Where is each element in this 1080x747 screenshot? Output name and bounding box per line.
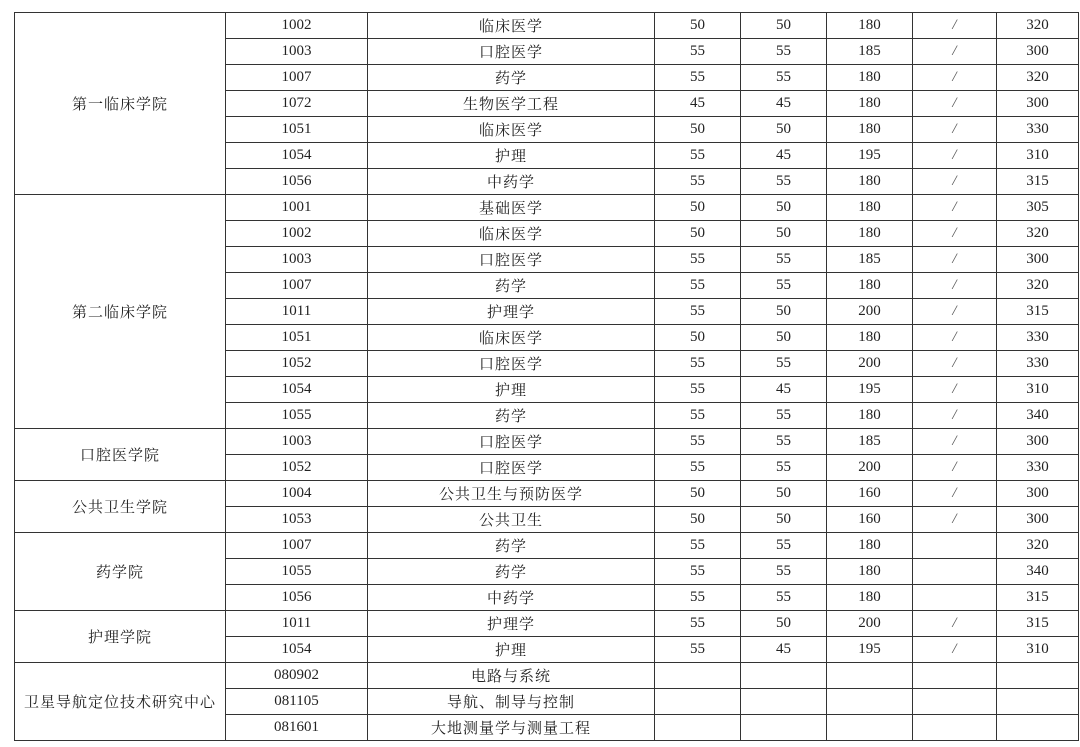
specialty-two-score-cell: / <box>913 507 997 533</box>
total-score-cell: 330 <box>997 455 1079 481</box>
politics-score-cell: 55 <box>655 143 741 169</box>
college-name-cell: 口腔医学院 <box>15 429 226 481</box>
major-name-cell: 药学 <box>368 403 655 429</box>
total-score-cell: 300 <box>997 39 1079 65</box>
major-name-cell: 药学 <box>368 559 655 585</box>
specialty-two-score-cell: / <box>913 143 997 169</box>
major-name-cell: 临床医学 <box>368 221 655 247</box>
total-score-cell <box>997 689 1079 715</box>
major-name-cell: 口腔医学 <box>368 429 655 455</box>
specialty-score-cell: 195 <box>827 637 913 663</box>
foreign-language-score-cell: 55 <box>741 403 827 429</box>
major-code-cell: 1051 <box>226 325 368 351</box>
total-score-cell: 300 <box>997 507 1079 533</box>
major-name-cell: 中药学 <box>368 169 655 195</box>
total-score-cell: 320 <box>997 533 1079 559</box>
major-code-cell: 1007 <box>226 65 368 91</box>
table-row <box>15 663 1079 689</box>
specialty-two-score-cell: / <box>913 455 997 481</box>
politics-score-cell: 55 <box>655 273 741 299</box>
major-code-cell: 1001 <box>226 195 368 221</box>
specialty-two-score-cell <box>913 585 997 611</box>
politics-score-cell <box>655 663 741 689</box>
total-score-cell: 315 <box>997 299 1079 325</box>
major-code-cell: 1007 <box>226 533 368 559</box>
table-row <box>15 13 1079 39</box>
specialty-score-cell <box>827 689 913 715</box>
college-name-cell: 第二临床学院 <box>15 195 226 429</box>
major-name-cell: 药学 <box>368 273 655 299</box>
specialty-two-score-cell: / <box>913 169 997 195</box>
specialty-two-score-cell: / <box>913 195 997 221</box>
specialty-score-cell: 200 <box>827 351 913 377</box>
major-code-cell: 081601 <box>226 715 368 741</box>
total-score-cell: 300 <box>997 429 1079 455</box>
foreign-language-score-cell <box>741 663 827 689</box>
major-code-cell: 1072 <box>226 91 368 117</box>
foreign-language-score-cell: 55 <box>741 169 827 195</box>
college-name-cell: 护理学院 <box>15 611 226 663</box>
specialty-two-score-cell: / <box>913 117 997 143</box>
foreign-language-score-cell: 50 <box>741 481 827 507</box>
specialty-score-cell: 200 <box>827 299 913 325</box>
total-score-cell: 300 <box>997 91 1079 117</box>
foreign-language-score-cell: 55 <box>741 533 827 559</box>
specialty-score-cell: 180 <box>827 169 913 195</box>
politics-score-cell: 55 <box>655 247 741 273</box>
major-name-cell: 临床医学 <box>368 117 655 143</box>
major-code-cell: 1051 <box>226 117 368 143</box>
total-score-cell: 330 <box>997 325 1079 351</box>
specialty-two-score-cell: / <box>913 13 997 39</box>
major-code-cell: 1007 <box>226 273 368 299</box>
specialty-score-cell: 180 <box>827 403 913 429</box>
specialty-score-cell: 180 <box>827 559 913 585</box>
major-code-cell: 1011 <box>226 611 368 637</box>
foreign-language-score-cell: 50 <box>741 117 827 143</box>
major-name-cell: 临床医学 <box>368 13 655 39</box>
specialty-two-score-cell: / <box>913 325 997 351</box>
politics-score-cell: 55 <box>655 429 741 455</box>
politics-score-cell: 50 <box>655 221 741 247</box>
specialty-score-cell: 160 <box>827 507 913 533</box>
major-name-cell: 基础医学 <box>368 195 655 221</box>
foreign-language-score-cell: 50 <box>741 13 827 39</box>
specialty-score-cell: 195 <box>827 143 913 169</box>
total-score-cell: 320 <box>997 273 1079 299</box>
specialty-score-cell: 180 <box>827 65 913 91</box>
major-code-cell: 1055 <box>226 403 368 429</box>
total-score-cell <box>997 663 1079 689</box>
major-name-cell: 临床医学 <box>368 325 655 351</box>
major-name-cell: 护理 <box>368 377 655 403</box>
specialty-two-score-cell <box>913 559 997 585</box>
major-code-cell: 1055 <box>226 559 368 585</box>
total-score-cell: 305 <box>997 195 1079 221</box>
major-name-cell: 口腔医学 <box>368 455 655 481</box>
foreign-language-score-cell: 55 <box>741 247 827 273</box>
specialty-two-score-cell: / <box>913 481 997 507</box>
major-code-cell: 1011 <box>226 299 368 325</box>
table-row <box>15 611 1079 637</box>
total-score-cell: 310 <box>997 143 1079 169</box>
specialty-score-cell: 180 <box>827 533 913 559</box>
foreign-language-score-cell: 55 <box>741 585 827 611</box>
politics-score-cell: 45 <box>655 91 741 117</box>
total-score-cell: 315 <box>997 169 1079 195</box>
foreign-language-score-cell: 55 <box>741 351 827 377</box>
major-code-cell: 081105 <box>226 689 368 715</box>
politics-score-cell: 55 <box>655 169 741 195</box>
specialty-score-cell: 180 <box>827 325 913 351</box>
politics-score-cell: 55 <box>655 65 741 91</box>
politics-score-cell: 50 <box>655 481 741 507</box>
specialty-score-cell: 185 <box>827 429 913 455</box>
foreign-language-score-cell: 55 <box>741 65 827 91</box>
table-row <box>15 481 1079 507</box>
foreign-language-score-cell: 45 <box>741 143 827 169</box>
specialty-two-score-cell: / <box>913 247 997 273</box>
major-code-cell: 1052 <box>226 455 368 481</box>
foreign-language-score-cell: 55 <box>741 429 827 455</box>
table-row <box>15 533 1079 559</box>
total-score-cell: 340 <box>997 559 1079 585</box>
total-score-cell: 310 <box>997 377 1079 403</box>
specialty-two-score-cell: / <box>913 273 997 299</box>
major-name-cell: 口腔医学 <box>368 351 655 377</box>
specialty-score-cell <box>827 663 913 689</box>
major-name-cell: 大地测量学与测量工程 <box>368 715 655 741</box>
foreign-language-score-cell: 50 <box>741 507 827 533</box>
specialty-score-cell: 185 <box>827 39 913 65</box>
major-name-cell: 口腔医学 <box>368 39 655 65</box>
major-name-cell: 口腔医学 <box>368 247 655 273</box>
specialty-two-score-cell: / <box>913 403 997 429</box>
total-score-cell: 300 <box>997 481 1079 507</box>
total-score-cell: 330 <box>997 117 1079 143</box>
major-name-cell: 中药学 <box>368 585 655 611</box>
major-name-cell: 护理学 <box>368 299 655 325</box>
major-name-cell: 药学 <box>368 65 655 91</box>
major-name-cell: 药学 <box>368 533 655 559</box>
specialty-two-score-cell: / <box>913 377 997 403</box>
foreign-language-score-cell: 50 <box>741 611 827 637</box>
specialty-score-cell: 185 <box>827 247 913 273</box>
specialty-two-score-cell <box>913 663 997 689</box>
specialty-two-score-cell: / <box>913 299 997 325</box>
specialty-score-cell: 180 <box>827 585 913 611</box>
politics-score-cell: 55 <box>655 559 741 585</box>
specialty-score-cell: 180 <box>827 117 913 143</box>
major-code-cell: 1003 <box>226 247 368 273</box>
politics-score-cell: 50 <box>655 13 741 39</box>
major-code-cell: 1052 <box>226 351 368 377</box>
politics-score-cell: 55 <box>655 585 741 611</box>
major-name-cell: 护理学 <box>368 611 655 637</box>
specialty-score-cell: 180 <box>827 221 913 247</box>
politics-score-cell <box>655 715 741 741</box>
specialty-score-cell: 180 <box>827 13 913 39</box>
foreign-language-score-cell: 50 <box>741 325 827 351</box>
total-score-cell: 315 <box>997 585 1079 611</box>
politics-score-cell: 50 <box>655 117 741 143</box>
politics-score-cell: 55 <box>655 299 741 325</box>
major-code-cell: 1002 <box>226 13 368 39</box>
total-score-cell <box>997 715 1079 741</box>
total-score-cell: 330 <box>997 351 1079 377</box>
foreign-language-score-cell: 50 <box>741 221 827 247</box>
major-name-cell: 公共卫生 <box>368 507 655 533</box>
specialty-two-score-cell: / <box>913 429 997 455</box>
foreign-language-score-cell: 50 <box>741 299 827 325</box>
specialty-two-score-cell <box>913 715 997 741</box>
specialty-score-cell: 180 <box>827 195 913 221</box>
major-code-cell: 080902 <box>226 663 368 689</box>
table-body <box>15 13 1079 741</box>
total-score-cell: 340 <box>997 403 1079 429</box>
foreign-language-score-cell: 45 <box>741 91 827 117</box>
specialty-score-cell: 180 <box>827 91 913 117</box>
foreign-language-score-cell: 55 <box>741 39 827 65</box>
politics-score-cell: 55 <box>655 637 741 663</box>
major-code-cell: 1003 <box>226 429 368 455</box>
politics-score-cell: 50 <box>655 325 741 351</box>
specialty-score-cell: 200 <box>827 455 913 481</box>
specialty-score-cell: 180 <box>827 273 913 299</box>
major-name-cell: 导航、制导与控制 <box>368 689 655 715</box>
specialty-two-score-cell: / <box>913 39 997 65</box>
total-score-cell: 320 <box>997 65 1079 91</box>
major-code-cell: 1004 <box>226 481 368 507</box>
major-code-cell: 1056 <box>226 585 368 611</box>
specialty-two-score-cell: / <box>913 637 997 663</box>
total-score-cell: 320 <box>997 221 1079 247</box>
college-name-cell: 第一临床学院 <box>15 13 226 195</box>
score-table <box>14 12 1079 741</box>
specialty-two-score-cell <box>913 533 997 559</box>
politics-score-cell: 50 <box>655 195 741 221</box>
college-name-cell: 卫星导航定位技术研究中心 <box>15 663 226 741</box>
foreign-language-score-cell: 45 <box>741 377 827 403</box>
major-name-cell: 公共卫生与预防医学 <box>368 481 655 507</box>
major-code-cell: 1054 <box>226 143 368 169</box>
specialty-two-score-cell <box>913 689 997 715</box>
politics-score-cell <box>655 689 741 715</box>
politics-score-cell: 55 <box>655 351 741 377</box>
foreign-language-score-cell <box>741 689 827 715</box>
table-row <box>15 429 1079 455</box>
major-code-cell: 1056 <box>226 169 368 195</box>
major-code-cell: 1053 <box>226 507 368 533</box>
politics-score-cell: 55 <box>655 39 741 65</box>
politics-score-cell: 55 <box>655 455 741 481</box>
major-code-cell: 1054 <box>226 377 368 403</box>
politics-score-cell: 55 <box>655 377 741 403</box>
politics-score-cell: 55 <box>655 611 741 637</box>
table-row <box>15 195 1079 221</box>
foreign-language-score-cell <box>741 715 827 741</box>
specialty-two-score-cell: / <box>913 611 997 637</box>
foreign-language-score-cell: 55 <box>741 273 827 299</box>
specialty-two-score-cell: / <box>913 91 997 117</box>
foreign-language-score-cell: 55 <box>741 455 827 481</box>
major-name-cell: 电路与系统 <box>368 663 655 689</box>
foreign-language-score-cell: 45 <box>741 637 827 663</box>
total-score-cell: 300 <box>997 247 1079 273</box>
college-name-cell: 公共卫生学院 <box>15 481 226 533</box>
major-code-cell: 1054 <box>226 637 368 663</box>
major-name-cell: 生物医学工程 <box>368 91 655 117</box>
major-name-cell: 护理 <box>368 143 655 169</box>
foreign-language-score-cell: 50 <box>741 195 827 221</box>
specialty-two-score-cell: / <box>913 221 997 247</box>
specialty-score-cell <box>827 715 913 741</box>
specialty-two-score-cell: / <box>913 65 997 91</box>
total-score-cell: 320 <box>997 13 1079 39</box>
major-code-cell: 1002 <box>226 221 368 247</box>
major-name-cell: 护理 <box>368 637 655 663</box>
total-score-cell: 315 <box>997 611 1079 637</box>
politics-score-cell: 50 <box>655 507 741 533</box>
major-code-cell: 1003 <box>226 39 368 65</box>
specialty-score-cell: 195 <box>827 377 913 403</box>
foreign-language-score-cell: 55 <box>741 559 827 585</box>
politics-score-cell: 55 <box>655 403 741 429</box>
specialty-score-cell: 200 <box>827 611 913 637</box>
specialty-score-cell: 160 <box>827 481 913 507</box>
college-name-cell: 药学院 <box>15 533 226 611</box>
total-score-cell: 310 <box>997 637 1079 663</box>
specialty-two-score-cell: / <box>913 351 997 377</box>
politics-score-cell: 55 <box>655 533 741 559</box>
